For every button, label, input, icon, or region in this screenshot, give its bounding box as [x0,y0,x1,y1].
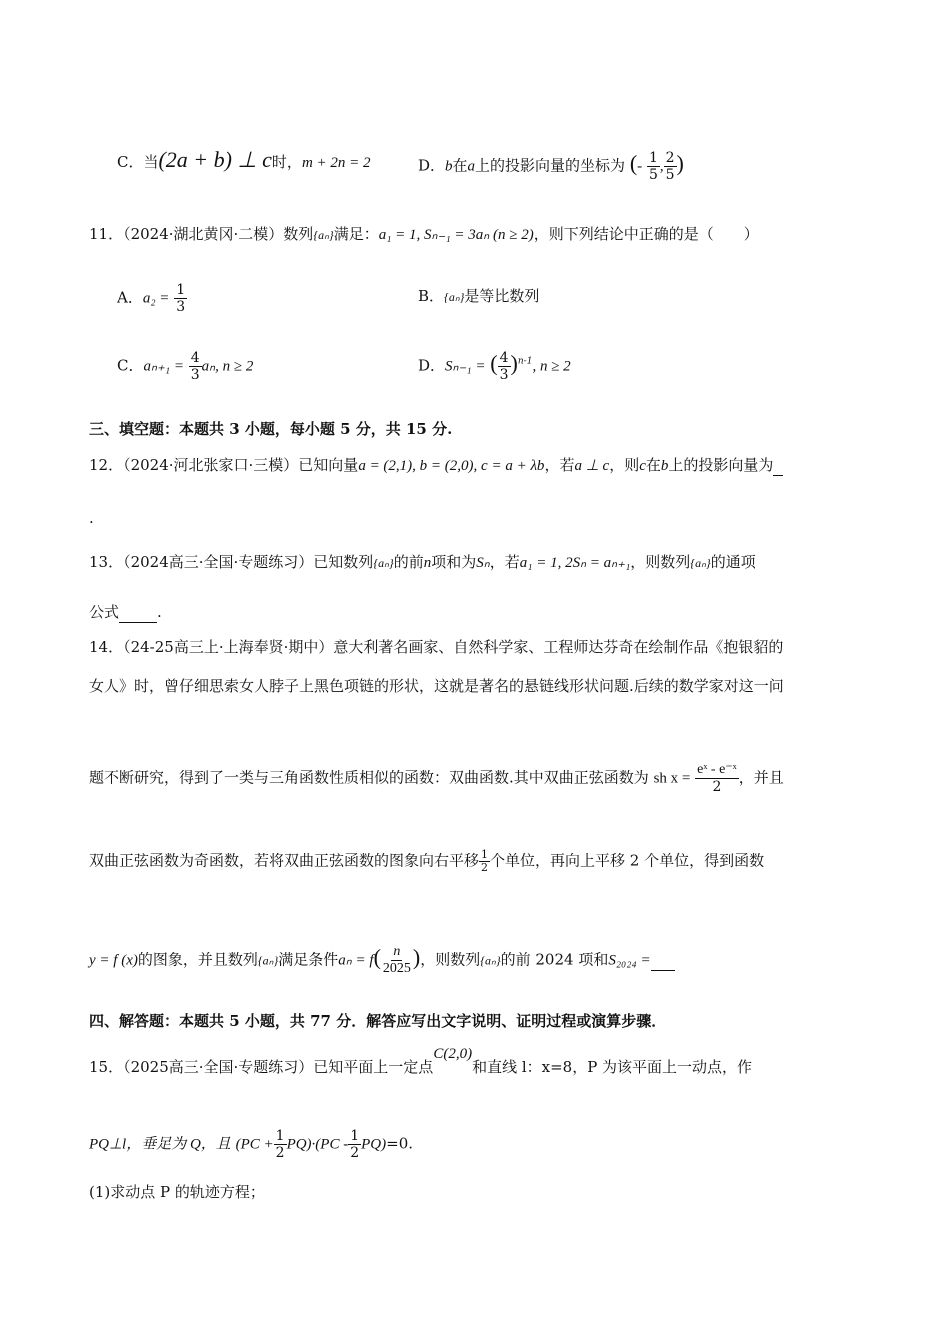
section-3-heading: 三、填空题：本题共 3 小题，每小题 5 分，共 15 分. [89,420,453,438]
q14-line3: 题不断研究，得到了一类与三角函数性质相似的函数：双曲函数.其中双曲正弦函数为 sh x = $\frac{\text{eˣ - e⁻ˣ}}{2}$ ，并且 [89,762,784,795]
q14-answer-blank [651,950,675,971]
q15-half-frac-2: $\frac{1}{2}$ [350,1128,360,1161]
q13-answer-blank [119,602,157,623]
q14-an-frac: $\frac{n}{2025}$ [382,944,411,976]
q11-option-d: D．Sₙ₋₁ = ( $\frac{4}{3}$ )$^{n-1}$, n ≥ 2 [418,350,571,383]
q15-point-c: C(2,0) [433,1046,473,1062]
q15-line2: PQ⊥l，垂足为 Q，且 (PC + $\frac{1}{2}$ PQ)·(PC - $\frac{1}{2}$ PQ)=0. [89,1128,414,1161]
q12-answer-blank [773,455,783,476]
q13-stem: 13．（2024高三·全国·专题练习）已知数列{aₙ}的前n项和为Sₙ，若a₁ = 1, 2Sₙ = aₙ₊₁，则数列{aₙ}的通项 [89,553,756,571]
q14-shift-frac: $\frac{1}{2}$ [481,848,489,874]
q11-option-a: A．a₂ = $\frac{1}{3}$ [117,282,186,315]
q15-stem: 15．（2025高三·全国·专题练习）已知平面上一定点C(2,0)和直线 l：x=8，P 为该平面上一动点，作 [89,1046,753,1076]
q15-part1: (1)求动点 P 的轨迹方程； [89,1183,265,1201]
q11-condition: a₁ = 1, Sₙ₋₁ = 3aₙ (n ≥ 2) [378,227,534,243]
q14-sinh-frac: $\frac{\text{eˣ - e⁻ˣ}}{2}$ [697,762,737,795]
q14-line1: 14．（24-25高三上·上海奉贤·期中）意大利著名画家、自然科学家、工程师达芬奇在绘制作品《抱银貂的 [89,638,784,656]
q11-d-frac: $\frac{4}{3}$ [499,350,509,383]
q13-condition: a₁ = 1, 2Sₙ = aₙ₊₁ [519,555,631,571]
q11-a-frac: $\frac{1}{3}$ [176,282,186,315]
q11-option-b: B．{aₙ}是等比数列 [418,287,540,305]
q10-d-frac2: $\frac{2}{5}$ [665,150,675,183]
q14-line5: y = f (x)的图象，并且数列{aₙ}满足条件aₙ = f( $\frac{n}{2025}$ )，则数列{aₙ}的前 2024 项和S₂₀₂₄ = [89,944,675,977]
section-4-heading: 四、解答题：本题共 5 小题，共 77 分．解答应写出文字说明、证明过程或演算步骤． [89,1012,667,1030]
q11-option-c: C．aₙ₊₁ = $\frac{4}{3}$ aₙ, n ≥ 2 [117,350,254,383]
q15-half-frac-1: $\frac{1}{2}$ [275,1128,285,1161]
q10-d-frac1: $\frac{1}{5}$ [648,150,658,183]
q12-vectors: a = (2,1), b = (2,0), c = a + λb [358,458,545,474]
q11-c-frac: $\frac{4}{3}$ [190,350,200,383]
q12-end: . [89,509,94,527]
q10-option-c-condition: (2a + b) ⊥ c [158,147,272,172]
q13-line2: 公式 . [89,603,162,621]
q14-sinh-def: sh x = [653,770,691,787]
q14-line4: 双曲正弦函数为奇函数，若将双曲正弦函数的图象向右平移 $\frac{1}{2}$ 个单位，再向上平移 2 个单位，得到函数 [89,848,765,874]
q10-option-d: D．b在a上的投影向量的坐标为 (- $\frac{1}{5}$ , $\frac{2}{5}$ ) [418,150,684,183]
q12-stem: 12．（2024·河北张家口·三模）已知向量a = (2,1), b = (2,0), c = a + λb，若a ⊥ c，则c在b上的投影向量为 [89,455,783,476]
q11-stem: 11．（2024·湖北黄冈·二模）数列{aₙ}满足：a₁ = 1, Sₙ₋₁ = 3aₙ (n ≥ 2)，则下列结论中正确的是（ ） [89,225,759,243]
q10-option-c: C．当(2a + b) ⊥ c时，m + 2n = 2 [117,147,371,172]
q14-line2: 女人》时，曾仔细思索女人脖子上黑色项链的形状，这就是著名的悬链线形状问题.后续的数学家对这一问 [89,677,784,695]
